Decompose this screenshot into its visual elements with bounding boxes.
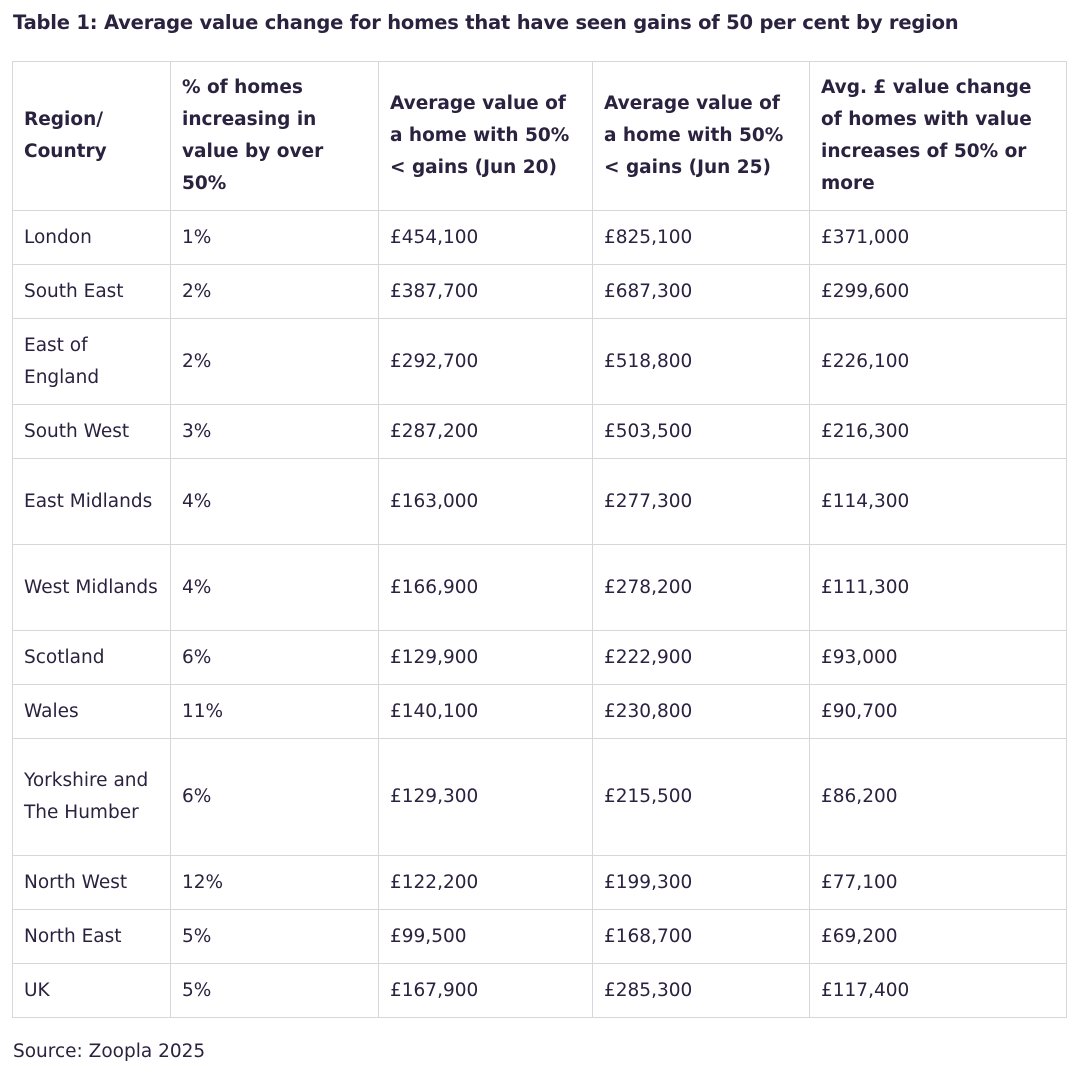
cell-pct: 11% <box>171 685 379 739</box>
cell-change: £226,100 <box>810 319 1067 405</box>
cell-jun20: £287,200 <box>379 405 593 459</box>
cell-change: £114,300 <box>810 459 1067 545</box>
cell-jun20: £122,200 <box>379 856 593 910</box>
cell-jun25: £518,800 <box>593 319 810 405</box>
cell-region: South East <box>13 265 171 319</box>
cell-pct: 6% <box>171 631 379 685</box>
header-row <box>13 62 1067 211</box>
header-avg-value-jun20: Average value of a home with 50%< gains (Jun 20) <box>379 62 593 211</box>
cell-jun20: £129,900 <box>379 631 593 685</box>
cell-change: £216,300 <box>810 405 1067 459</box>
cell-jun20: £99,500 <box>379 910 593 964</box>
cell-change: £69,200 <box>810 910 1067 964</box>
header-region: Region/ Country <box>13 62 171 211</box>
cell-change: £299,600 <box>810 265 1067 319</box>
cell-change: £86,200 <box>810 739 1067 856</box>
cell-change: £77,100 <box>810 856 1067 910</box>
cell-jun25: £222,900 <box>593 631 810 685</box>
cell-pct: 5% <box>171 964 379 1018</box>
cell-jun25: £199,300 <box>593 856 810 910</box>
header-pct-homes: % of homes increasing in value by over 50% <box>171 62 379 211</box>
cell-pct: 6% <box>171 739 379 856</box>
cell-jun25: £230,800 <box>593 685 810 739</box>
cell-region: Yorkshire and The Humber <box>13 739 171 856</box>
table-row <box>13 545 1067 631</box>
table-row <box>13 265 1067 319</box>
cell-jun25: £503,500 <box>593 405 810 459</box>
cell-jun25: £825,100 <box>593 211 810 265</box>
cell-jun20: £167,900 <box>379 964 593 1018</box>
table-row <box>13 211 1067 265</box>
cell-pct: 4% <box>171 545 379 631</box>
cell-change: £117,400 <box>810 964 1067 1018</box>
table-title: Table 1: Average value change for homes that have seen gains of 50 per cent by region <box>13 11 959 34</box>
cell-region: Scotland <box>13 631 171 685</box>
source-note: Source: Zoopla 2025 <box>13 1041 206 1062</box>
cell-change: £111,300 <box>810 545 1067 631</box>
table-row <box>13 405 1067 459</box>
cell-jun20: £292,700 <box>379 319 593 405</box>
cell-region: East Midlands <box>13 459 171 545</box>
cell-jun25: £687,300 <box>593 265 810 319</box>
table-row <box>13 739 1067 856</box>
cell-change: £93,000 <box>810 631 1067 685</box>
cell-pct: 1% <box>171 211 379 265</box>
cell-jun20: £387,700 <box>379 265 593 319</box>
cell-pct: 2% <box>171 319 379 405</box>
cell-jun25: £285,300 <box>593 964 810 1018</box>
cell-region: UK <box>13 964 171 1018</box>
table-row <box>13 459 1067 545</box>
cell-jun25: £215,500 <box>593 739 810 856</box>
cell-jun20: £140,100 <box>379 685 593 739</box>
table-row <box>13 631 1067 685</box>
cell-pct: 5% <box>171 910 379 964</box>
cell-pct: 4% <box>171 459 379 545</box>
cell-jun25: £277,300 <box>593 459 810 545</box>
cell-region: South West <box>13 405 171 459</box>
table-row <box>13 910 1067 964</box>
cell-region: West Midlands <box>13 545 171 631</box>
cell-jun25: £168,700 <box>593 910 810 964</box>
cell-jun20: £163,000 <box>379 459 593 545</box>
region-value-table <box>12 61 1067 1018</box>
table-row <box>13 964 1067 1018</box>
cell-region: London <box>13 211 171 265</box>
cell-pct: 12% <box>171 856 379 910</box>
cell-region: East of England <box>13 319 171 405</box>
table-row <box>13 319 1067 405</box>
cell-jun20: £129,300 <box>379 739 593 856</box>
cell-pct: 3% <box>171 405 379 459</box>
cell-pct: 2% <box>171 265 379 319</box>
cell-region: North West <box>13 856 171 910</box>
cell-region: North East <box>13 910 171 964</box>
cell-region: Wales <box>13 685 171 739</box>
header-avg-value-jun25: Average value of a home with 50%< gains (Jun 25) <box>593 62 810 211</box>
cell-jun20: £454,100 <box>379 211 593 265</box>
cell-change: £371,000 <box>810 211 1067 265</box>
cell-jun25: £278,200 <box>593 545 810 631</box>
table-row <box>13 685 1067 739</box>
cell-change: £90,700 <box>810 685 1067 739</box>
header-avg-change: Avg. £ value change of homes with value increases of 50% or more <box>810 62 1067 211</box>
table-row <box>13 856 1067 910</box>
cell-jun20: £166,900 <box>379 545 593 631</box>
